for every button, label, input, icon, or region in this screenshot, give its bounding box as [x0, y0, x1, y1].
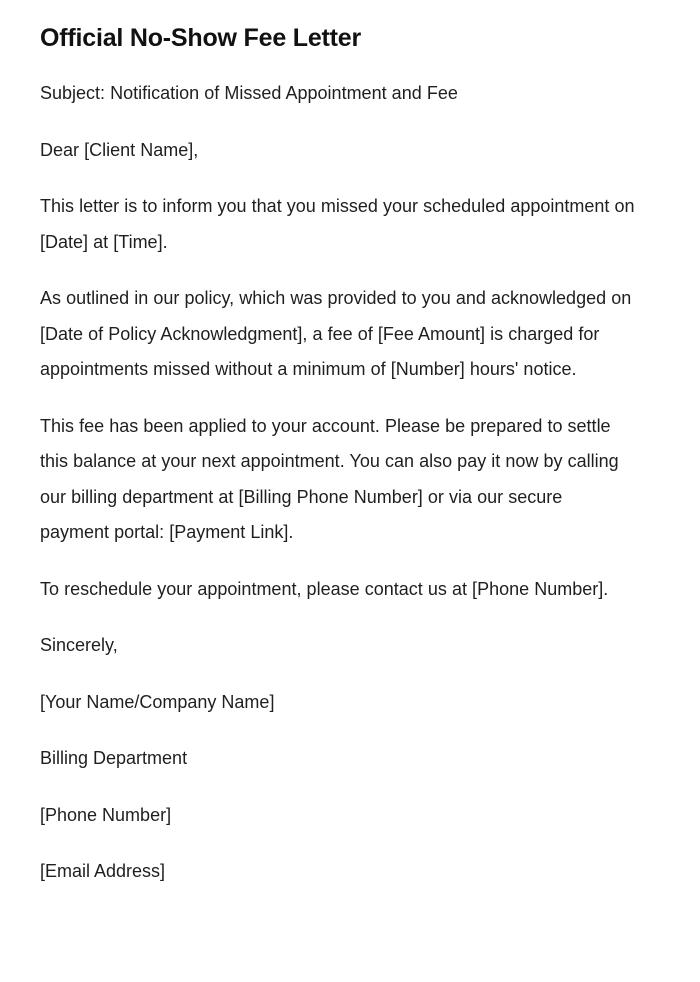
signature-block	[40, 685, 635, 890]
paragraph-payment-instructions: This fee has been applied to your account. Please be prepared to settle this balance at your next appointment. You can also pay it now by calling our billing department at [Billing Phone Number] or via our secure payment portal: [Payment Link].	[40, 415, 619, 542]
signature-phone: [Phone Number]	[40, 804, 172, 825]
closing: Sincerely,	[40, 635, 118, 655]
signature-department: Billing Department	[40, 748, 188, 768]
salutation: Dear [Client Name],	[40, 139, 199, 160]
letter-body	[40, 76, 635, 890]
paragraph-missed-appointment: This letter is to inform you that you missed your scheduled appointment on [Date] at [Time].	[40, 196, 635, 252]
paragraph-reschedule: To reschedule your appointment, please contact us at [Phone Number].	[40, 578, 609, 599]
signature-email: [Email Address]	[40, 861, 166, 881]
signature-name: [Your Name/Company Name]	[40, 691, 275, 712]
paragraph-policy-fee: As outlined in our policy, which was provided to you and acknowledged on [Date of Policy Acknowledgment], a fee of [Fee Amount] is charged for appointments missed without a minimum of [Number] hours' notice.	[40, 288, 632, 379]
subject-line: Subject: Notification of Missed Appointment and Fee	[40, 83, 458, 103]
page-title: Official No-Show Fee Letter	[40, 24, 362, 52]
